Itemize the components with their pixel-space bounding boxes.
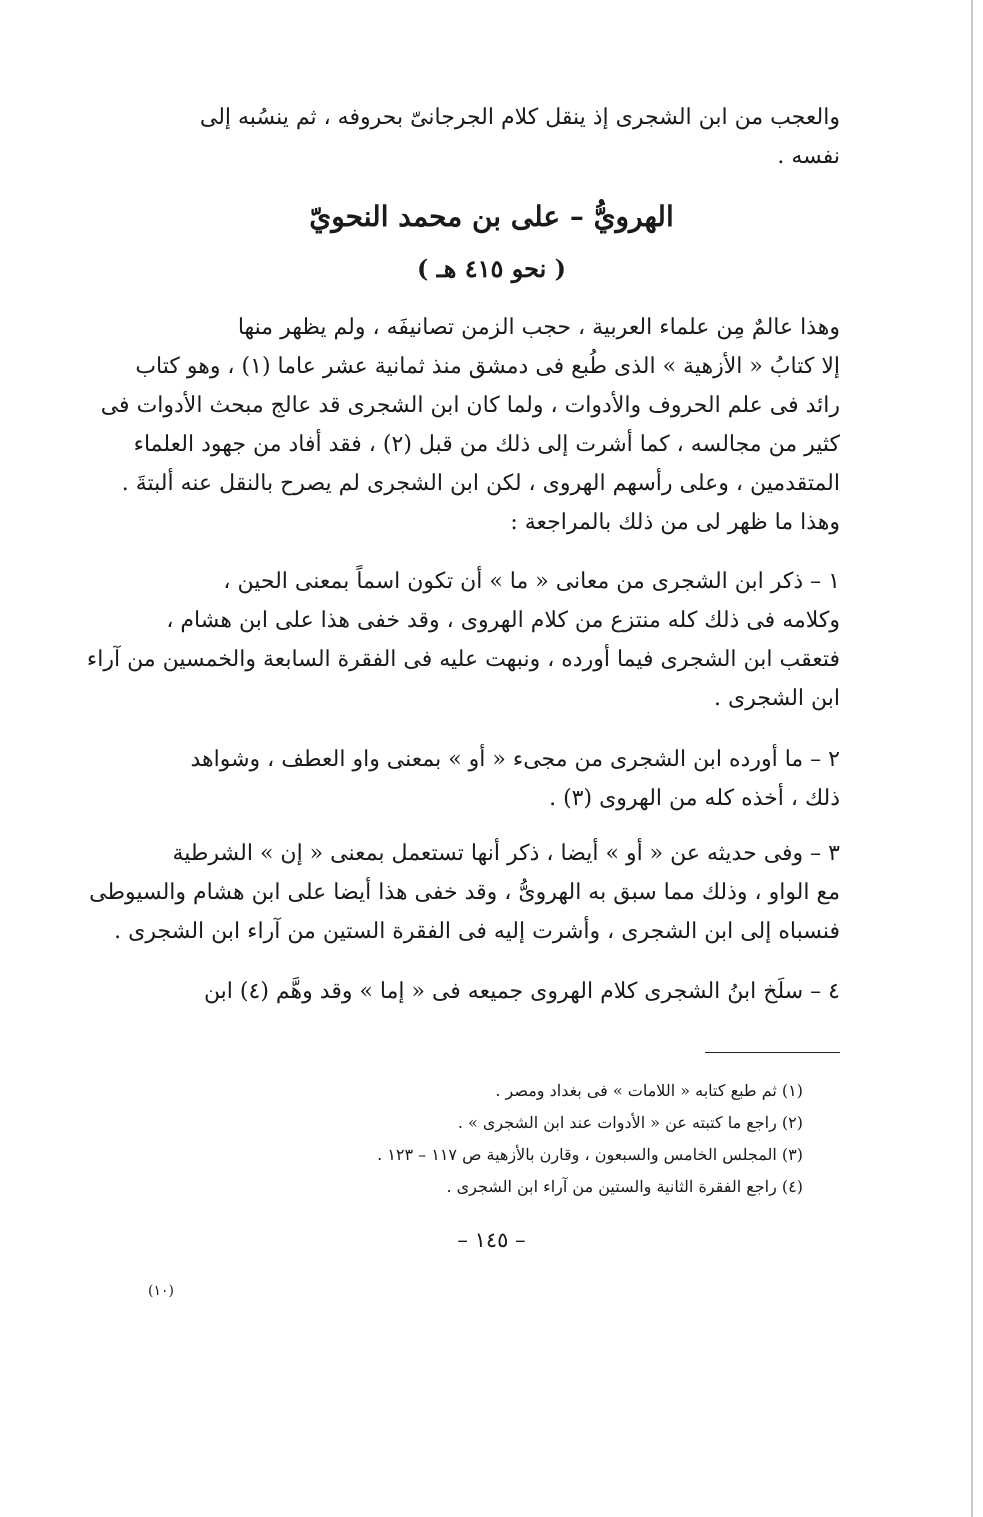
paragraph-lines: [100, 308, 840, 542]
text-line: ٤ – سلَخ ابنُ الشجرى كلام الهروى جميعه فى « إما » وقد وهَّم (٤) ابن: [203, 979, 840, 1004]
text-line: فنسباه إلى ابن الشجرى ، وأشرت إليه فى الفقرة الستين من آراء ابن الشجرى .: [114, 919, 840, 944]
paragraph-lines: [143, 98, 840, 176]
paragraph-body: [100, 308, 840, 542]
footnote-1: (١) ثم طبع كتابه « اللامات » فى بغداد ومصر .: [495, 1081, 803, 1100]
paragraph-item-2: [143, 740, 840, 818]
paragraph-lines: [89, 834, 840, 951]
text-line: فتعقب ابن الشجرى فيما أورده ، ونبهت عليه فى الفقرة السابعة والخمسين من آراء: [86, 647, 840, 672]
text-line: رائد فى علم الحروف والأدوات ، ولما كان ابن الشجرى قد عالج مبحث الأدوات فى: [100, 393, 840, 418]
paragraph-lines: [86, 562, 840, 718]
footnote-2: (٢) راجع ما كتبته عن « الأدوات عند ابن الشجرى » .: [457, 1113, 803, 1132]
paragraph-item-1: [86, 562, 840, 718]
paragraph-lines: [143, 972, 840, 1011]
footnote-separator: [705, 1052, 840, 1053]
text-line: ذلك ، أخذه كله من الهروى (٣) .: [549, 786, 840, 811]
text-line: المتقدمين ، وعلى رأسهم الهروى ، لكن ابن الشجرى لم يصرح بالنقل عنه ألبتةَ .: [121, 471, 840, 496]
text-line: وهذا ما ظهر لى من ذلك بالمراجعة :: [510, 510, 840, 535]
footnote-3: (٣) المجلس الخامس والسبعون ، وقارن بالأزهية ص ١١٧ – ١٢٣ .: [377, 1145, 803, 1164]
text-line: ١ – ذكر ابن الشجرى من معانى « ما » أن تكون اسماً بمعنى الحين ،: [223, 569, 840, 594]
text-line: ٢ – ما أورده ابن الشجرى من مجىء « أو » بمعنى واو العطف ، وشواهد: [190, 747, 840, 772]
text-line: والعجب من ابن الشجرى إذ ينقل كلام الجرجانىّ بحروفه ، ثم ينسُبه إلى: [199, 105, 840, 130]
paragraph-item-3: [89, 834, 840, 951]
paragraph-intro: [143, 98, 840, 176]
section-date: ( نحو ٤١٥ هـ ): [416, 254, 567, 283]
section-title: الهرويُّ – على بن محمد النحويّ: [309, 200, 674, 233]
text-line: ابن الشجرى .: [714, 686, 840, 711]
text-line: ٣ – وفى حديثه عن « أو » أيضا ، ذكر أنها تستعمل بمعنى « إن » الشرطية: [172, 841, 840, 866]
text-line: إلا كتابُ « الأزهية » الذى طُبع فى دمشق منذ ثمانية عشر عاما (١) ، وهو كتاب: [135, 354, 840, 379]
text-line: مع الواو ، وذلك مما سبق به الهروىُّ ، وقد خفى هذا أيضا على ابن هشام والسيوطى: [89, 880, 840, 905]
text-line: وهذا عالمٌ مِن علماء العربية ، حجب الزمن تصانيفَه ، ولم يظهر منها: [237, 315, 840, 340]
text-line: كثير من مجالسه ، كما أشرت إلى ذلك من قبل (٢) ، فقد أفاد من جهود العلماء: [133, 432, 840, 457]
footnote-4: (٤) راجع الفقرة الثانية والستين من آراء ابن الشجرى .: [446, 1177, 803, 1196]
text-line: وكلامه فى ذلك كله منتزع من كلام الهروى ، وقد خفى هذا على ابن هشام ،: [166, 608, 840, 633]
signature-mark: (١٠): [148, 1283, 174, 1299]
page-number: – ١٤٥ –: [457, 1228, 526, 1252]
text-line: نفسه .: [777, 144, 840, 169]
paragraph-lines: [143, 740, 840, 818]
paragraph-item-4: [143, 972, 840, 1011]
